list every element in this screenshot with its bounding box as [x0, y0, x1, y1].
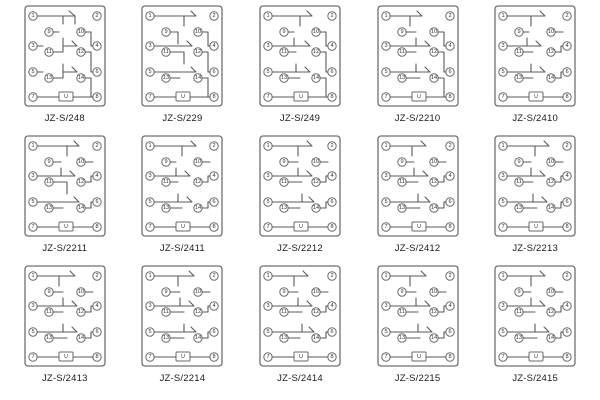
coil-label: U	[63, 224, 68, 230]
pin-label: 14	[430, 205, 437, 211]
pin-label: 14	[77, 205, 84, 211]
pin-label: 1	[384, 143, 388, 149]
pin-label: 4	[330, 303, 334, 309]
pin-label: 10	[430, 289, 437, 295]
pin-label: 2	[330, 13, 334, 19]
pin-label: 11	[281, 179, 287, 185]
relay-diagram-jz-s-2214[interactable]	[140, 264, 224, 368]
pin-label: 4	[565, 43, 569, 49]
pin-label: 6	[448, 199, 452, 205]
pin-label: 8	[330, 94, 334, 100]
pin-label: 7	[266, 224, 270, 230]
pin-label: 2	[448, 273, 452, 279]
pin-label: 1	[148, 143, 152, 149]
pin-label: 2	[95, 13, 99, 19]
relay-outline	[378, 266, 458, 366]
relay-outline	[495, 266, 575, 366]
pin-label: 4	[448, 43, 452, 49]
coil-label: U	[416, 224, 421, 230]
pin-label: 3	[384, 43, 388, 49]
pin-label: 6	[212, 69, 216, 75]
pin-label: 14	[312, 205, 320, 211]
diagram-cell[interactable]	[6, 134, 124, 264]
diagram-caption: JZ-S/2415	[512, 373, 558, 384]
diagram-cell[interactable]	[241, 4, 359, 134]
pin-label: 13	[45, 75, 52, 81]
pin-label: 9	[47, 289, 51, 295]
pin-label: 12	[77, 309, 84, 315]
pin-label: 7	[31, 354, 35, 360]
pin-label: 3	[148, 173, 152, 179]
pin-label: 12	[195, 179, 202, 185]
pin-label: 4	[448, 303, 452, 309]
pin-label: 1	[31, 13, 35, 19]
pin-label: 3	[148, 303, 152, 309]
relay-diagram-jz-s-2210[interactable]	[376, 4, 460, 108]
pin-label: 10	[195, 289, 202, 295]
diagram-cell[interactable]	[359, 4, 477, 134]
pin-label: 9	[164, 289, 168, 295]
pin-label: 8	[565, 224, 569, 230]
pin-label: 12	[77, 179, 84, 185]
pin-label: 3	[501, 173, 505, 179]
pin-label: 2	[565, 273, 569, 279]
pin-label: 5	[266, 329, 270, 335]
pin-label: 13	[398, 75, 405, 81]
pin-label: 9	[400, 159, 404, 165]
pin-label: 13	[280, 335, 288, 341]
diagram-caption: JZ-S/229	[162, 113, 203, 124]
pin-label: 9	[517, 289, 521, 295]
pin-label: 10	[77, 289, 84, 295]
pin-label: 5	[266, 69, 270, 75]
pin-label: 1	[501, 273, 505, 279]
pin-label: 4	[212, 303, 216, 309]
wiring-svg	[258, 134, 342, 238]
coil-label: U	[534, 224, 539, 230]
relay-diagram-jz-s-2410[interactable]	[493, 4, 577, 108]
diagram-caption: JZ-S/2411	[159, 243, 205, 254]
relay-diagram-jz-s-2413[interactable]	[23, 264, 107, 368]
diagram-cell[interactable]	[6, 4, 124, 134]
wiring-svg	[493, 4, 577, 108]
pin-label: 14	[548, 205, 555, 211]
pin-label: 4	[330, 43, 334, 49]
pin-label: 14	[430, 75, 437, 81]
pin-label: 1	[266, 273, 270, 279]
pin-label: 6	[448, 329, 452, 335]
pin-label: 6	[330, 199, 334, 205]
pin-label: 4	[95, 173, 99, 179]
pin-label: 11	[163, 179, 170, 185]
pin-label: 3	[384, 173, 388, 179]
pin-label: 9	[282, 289, 286, 295]
pin-label: 5	[501, 199, 505, 205]
diagram-cell[interactable]	[6, 264, 124, 394]
pin-label: 12	[548, 179, 555, 185]
pin-label: 3	[31, 303, 35, 309]
pin-label: 8	[95, 94, 99, 100]
pin-label: 13	[516, 335, 523, 341]
pin-label: 3	[501, 43, 505, 49]
pin-label: 13	[45, 205, 52, 211]
relay-diagram-jz-s-2213[interactable]	[493, 134, 577, 238]
pin-label: 8	[330, 224, 334, 230]
pin-label: 10	[548, 29, 555, 35]
diagram-caption: JZ-S/2412	[394, 243, 441, 254]
coil-label: U	[416, 94, 421, 100]
pin-label: 13	[163, 205, 170, 211]
pin-label: 8	[212, 94, 216, 100]
coil-label: U	[416, 354, 421, 360]
pin-label: 11	[398, 309, 405, 315]
pin-label: 5	[384, 329, 388, 335]
pin-label: 9	[400, 29, 404, 35]
coil-label: U	[181, 354, 186, 360]
pin-label: 5	[31, 329, 35, 335]
pin-label: 14	[312, 75, 320, 81]
pin-label: 9	[164, 159, 168, 165]
pin-label: 8	[448, 224, 452, 230]
pin-label: 7	[31, 94, 35, 100]
pin-label: 7	[31, 224, 35, 230]
wiring-svg	[23, 264, 107, 368]
wiring-svg	[140, 264, 224, 368]
pin-label: 10	[312, 29, 320, 35]
pin-label: 14	[548, 335, 555, 341]
relay-diagram-jz-s-2415[interactable]	[493, 264, 577, 368]
pin-label: 2	[330, 273, 334, 279]
pin-label: 13	[398, 205, 405, 211]
pin-label: 7	[384, 354, 388, 360]
pin-label: 7	[501, 354, 505, 360]
pin-label: 11	[281, 49, 287, 55]
pin-label: 3	[148, 43, 152, 49]
pin-label: 11	[398, 49, 405, 55]
relay-outline	[142, 266, 222, 366]
pin-label: 11	[45, 309, 52, 315]
wiring-svg	[140, 134, 224, 238]
pin-label: 9	[517, 159, 521, 165]
pin-label: 1	[266, 143, 270, 149]
pin-label: 7	[501, 224, 505, 230]
pin-label: 11	[516, 49, 523, 55]
pin-label: 13	[163, 75, 170, 81]
relay-diagram-jz-s-2412[interactable]	[376, 134, 460, 238]
pin-label: 10	[77, 29, 84, 35]
pin-label: 2	[212, 143, 216, 149]
wiring-svg	[493, 134, 577, 238]
pin-label: 7	[384, 94, 388, 100]
pin-label: 11	[281, 309, 287, 315]
relay-outline	[378, 136, 458, 236]
pin-label: 13	[280, 75, 288, 81]
pin-label: 14	[77, 335, 84, 341]
pin-label: 1	[501, 13, 505, 19]
pin-label: 14	[195, 75, 202, 81]
pin-label: 6	[448, 69, 452, 75]
diagram-caption: JZ-S/2214	[159, 373, 206, 384]
pin-label: 9	[282, 159, 286, 165]
pin-label: 2	[448, 13, 452, 19]
coil-label: U	[299, 354, 303, 360]
pin-label: 7	[384, 224, 388, 230]
pin-label: 11	[516, 179, 523, 185]
pin-label: 5	[501, 69, 505, 75]
pin-label: 10	[430, 29, 437, 35]
pin-label: 12	[430, 309, 437, 315]
pin-label: 6	[565, 329, 569, 335]
pin-label: 13	[516, 205, 523, 211]
pin-label: 2	[565, 143, 569, 149]
diagram-caption: JZ-S/2410	[512, 113, 558, 124]
pin-label: 4	[565, 173, 569, 179]
wiring-svg	[23, 134, 107, 238]
coil-label: U	[299, 224, 303, 230]
pin-label: 7	[148, 224, 152, 230]
relay-outline	[260, 136, 340, 236]
pin-label: 12	[195, 49, 202, 55]
pin-label: 4	[448, 173, 452, 179]
relay-diagram-jz-s-2212[interactable]	[258, 134, 342, 238]
pin-label: 4	[212, 173, 216, 179]
pin-label: 1	[148, 13, 152, 19]
pin-label: 13	[45, 335, 52, 341]
pin-label: 4	[95, 43, 99, 49]
diagram-caption: JZ-S/2210	[394, 113, 441, 124]
pin-label: 6	[330, 69, 334, 75]
pin-label: 8	[95, 354, 99, 360]
pin-label: 12	[548, 49, 555, 55]
pin-label: 12	[548, 309, 555, 315]
coil-label: U	[63, 354, 68, 360]
pin-label: 9	[164, 29, 168, 35]
pin-label: 6	[95, 69, 99, 75]
pin-label: 12	[312, 49, 320, 55]
pin-label: 12	[312, 309, 320, 315]
relay-outline	[142, 6, 222, 106]
pin-label: 12	[195, 309, 202, 315]
pin-label: 3	[266, 303, 270, 309]
pin-label: 5	[148, 199, 152, 205]
pin-label: 2	[565, 13, 569, 19]
pin-label: 8	[565, 354, 569, 360]
pin-label: 10	[77, 159, 84, 165]
pin-label: 1	[384, 13, 388, 19]
coil-label: U	[299, 94, 303, 100]
diagram-cell[interactable]	[124, 264, 242, 394]
pin-label: 14	[548, 75, 555, 81]
pin-label: 5	[148, 69, 152, 75]
wiring-svg	[23, 4, 107, 108]
pin-label: 10	[548, 289, 555, 295]
wiring-svg	[493, 264, 577, 368]
relay-outline	[378, 6, 458, 106]
pin-label: 2	[95, 143, 99, 149]
pin-label: 3	[31, 173, 35, 179]
pin-label: 9	[282, 29, 286, 35]
pin-label: 8	[565, 94, 569, 100]
pin-label: 10	[430, 159, 437, 165]
pin-label: 7	[148, 94, 152, 100]
diagram-cell[interactable]	[476, 134, 594, 264]
pin-label: 11	[516, 309, 523, 315]
relay-outline	[25, 136, 105, 236]
pin-label: 10	[312, 289, 320, 295]
diagram-caption: JZ-S/249	[279, 113, 321, 124]
pin-label: 1	[501, 143, 505, 149]
pin-label: 5	[31, 69, 35, 75]
relay-diagram-jz-s-2414[interactable]	[258, 264, 342, 368]
pin-label: 11	[163, 309, 170, 315]
pin-label: 4	[565, 303, 569, 309]
pin-label: 8	[95, 224, 99, 230]
pin-label: 12	[430, 49, 437, 55]
diagram-cell[interactable]	[476, 264, 594, 394]
diagram-caption: JZ-S/2215	[394, 373, 441, 384]
pin-label: 12	[312, 179, 320, 185]
relay-diagram-jz-s-2211[interactable]	[23, 134, 107, 238]
pin-label: 13	[280, 205, 288, 211]
diagram-cell[interactable]	[241, 134, 359, 264]
pin-label: 5	[384, 69, 388, 75]
pin-label: 6	[565, 69, 569, 75]
pin-label: 9	[400, 289, 404, 295]
diagram-cell[interactable]	[241, 264, 359, 394]
pin-label: 4	[95, 303, 99, 309]
pin-label: 5	[266, 199, 270, 205]
wiring-svg	[258, 264, 342, 368]
coil-label: U	[534, 354, 539, 360]
relay-outline	[25, 266, 105, 366]
diagram-cell[interactable]	[124, 134, 242, 264]
pin-label: 6	[95, 329, 99, 335]
pin-label: 5	[148, 329, 152, 335]
pin-label: 2	[95, 273, 99, 279]
pin-label: 14	[430, 335, 437, 341]
pin-label: 6	[565, 199, 569, 205]
pin-label: 8	[448, 94, 452, 100]
relay-outline	[25, 6, 105, 106]
pin-label: 12	[430, 179, 437, 185]
pin-label: 5	[31, 199, 35, 205]
wiring-svg	[376, 134, 460, 238]
pin-label: 11	[45, 179, 52, 185]
wiring-svg	[140, 4, 224, 108]
relay-diagram-jz-s-2215[interactable]	[376, 264, 460, 368]
wiring-svg	[376, 4, 460, 108]
wiring-svg	[376, 264, 460, 368]
relay-outline	[260, 266, 340, 366]
pin-label: 9	[47, 29, 51, 35]
diagram-caption: JZ-S/2211	[42, 243, 88, 254]
pin-label: 8	[330, 354, 334, 360]
pin-label: 6	[330, 329, 334, 335]
coil-label: U	[181, 94, 186, 100]
pin-label: 2	[330, 143, 334, 149]
pin-label: 14	[195, 205, 202, 211]
pin-label: 8	[212, 224, 216, 230]
pin-label: 12	[77, 49, 84, 55]
pin-label: 5	[384, 199, 388, 205]
pin-label: 1	[266, 13, 270, 19]
pin-label: 6	[212, 329, 216, 335]
wiring-svg	[258, 4, 342, 108]
pin-label: 14	[195, 335, 202, 341]
pin-label: 2	[212, 13, 216, 19]
diagram-cell[interactable]	[359, 264, 477, 394]
pin-label: 10	[548, 159, 555, 165]
relay-diagram-jz-s-249[interactable]	[258, 4, 342, 108]
pin-label: 14	[312, 335, 320, 341]
pin-label: 6	[212, 199, 216, 205]
pin-label: 5	[501, 329, 505, 335]
pin-label: 8	[448, 354, 452, 360]
pin-label: 7	[266, 94, 270, 100]
pin-label: 9	[517, 29, 521, 35]
pin-label: 13	[398, 335, 405, 341]
pin-label: 4	[212, 43, 216, 49]
diagram-caption: JZ-S/2212	[277, 243, 323, 254]
pin-label: 1	[31, 143, 35, 149]
diagram-caption: JZ-S/2413	[41, 373, 88, 384]
pin-label: 7	[266, 354, 270, 360]
pin-label: 11	[45, 49, 52, 55]
coil-label: U	[63, 94, 68, 100]
diagram-caption: JZ-S/2414	[277, 373, 323, 384]
coil-label: U	[534, 94, 539, 100]
pin-label: 8	[212, 354, 216, 360]
pin-label: 1	[31, 273, 35, 279]
pin-label: 7	[501, 94, 505, 100]
relay-diagram-jz-s-229[interactable]	[140, 4, 224, 108]
pin-label: 4	[330, 173, 334, 179]
pin-label: 3	[384, 303, 388, 309]
pin-label: 11	[398, 179, 405, 185]
diagram-caption: JZ-S/248	[44, 113, 85, 124]
pin-label: 13	[516, 75, 523, 81]
diagram-cell[interactable]	[359, 134, 477, 264]
relay-diagram-jz-s-248[interactable]	[23, 4, 107, 108]
pin-label: 6	[95, 199, 99, 205]
pin-label: 2	[212, 273, 216, 279]
pin-label: 11	[163, 49, 170, 55]
pin-label: 3	[266, 43, 270, 49]
relay-diagram-jz-s-2411[interactable]	[140, 134, 224, 238]
pin-label: 10	[312, 159, 320, 165]
pin-label: 10	[195, 29, 202, 35]
pin-label: 9	[47, 159, 51, 165]
diagram-cell[interactable]	[124, 4, 242, 134]
pin-label: 1	[384, 273, 388, 279]
pin-label: 2	[448, 143, 452, 149]
pin-label: 13	[163, 335, 170, 341]
pin-label: 7	[148, 354, 152, 360]
diagram-cell[interactable]	[476, 4, 594, 134]
relay-outline	[495, 6, 575, 106]
pin-label: 1	[148, 273, 152, 279]
pin-label: 3	[501, 303, 505, 309]
pin-label: 14	[77, 75, 84, 81]
coil-label: U	[181, 224, 186, 230]
pin-label: 3	[266, 173, 270, 179]
pin-label: 10	[195, 159, 202, 165]
pin-label: 3	[31, 43, 35, 49]
diagram-caption: JZ-S/2213	[512, 243, 558, 254]
